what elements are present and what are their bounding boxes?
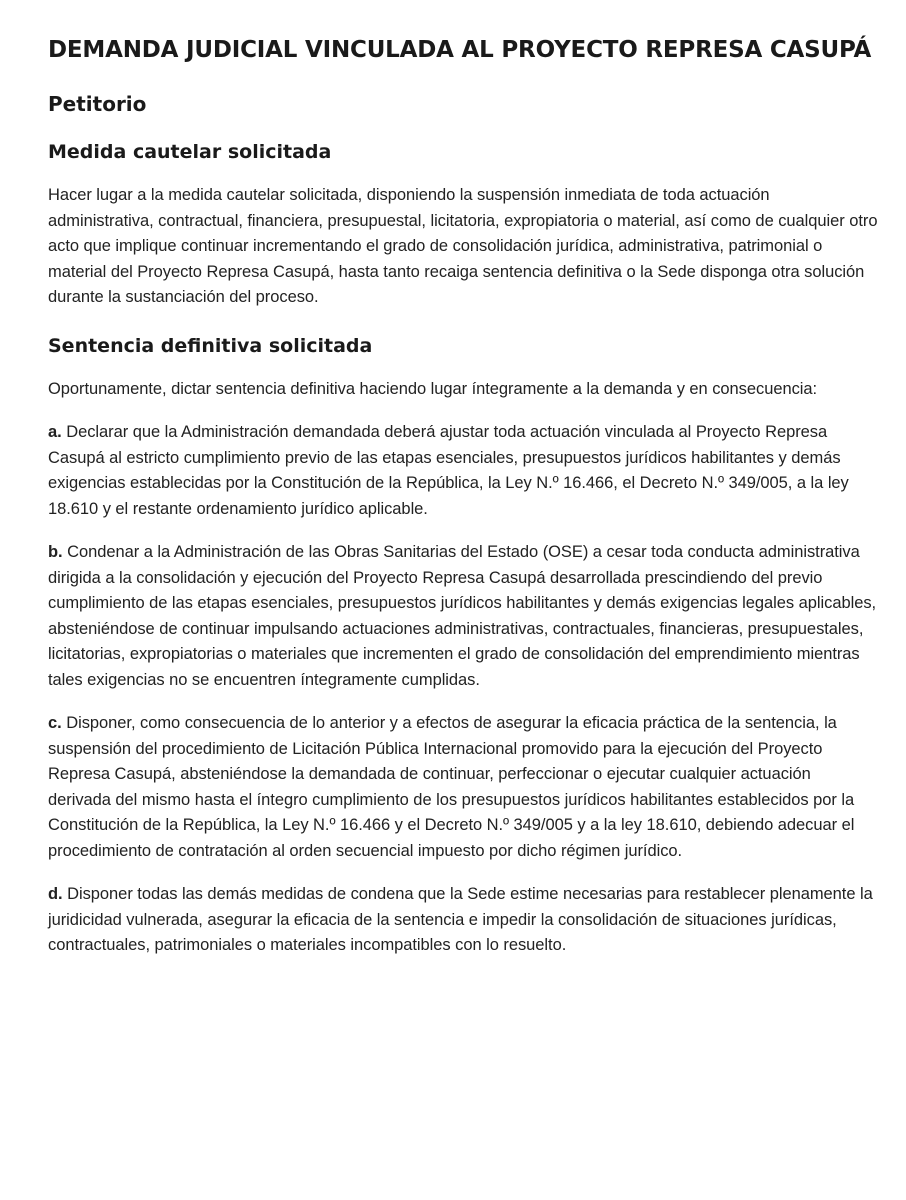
petition-item-c <box>48 711 878 864</box>
item-text-a: Declarar que la Administración demandada deberá ajustar toda actuación vinculada al Proyecto Represa Casupá al estricto cumplimiento previo de las etapas esenciales, presupuestos jurídicos habilitantes y demás exigencias establecidas por la Constitución de la República, la Ley N.º 16.466, el Decreto N.º 349/005, a la ley 18.610 y el restante ordenamiento jurídico aplicable. <box>48 423 849 518</box>
document-page <box>48 34 878 959</box>
medida-cautelar-paragraph: Hacer lugar a la medida cautelar solicitada, disponiendo la suspensión inmediata de toda actuación administrativa, contractual, financiera, presupuestal, licitatoria, expropiatoria o material, así como de cualquier otro acto que implique continuar incrementando el grado de consolidación jurídica, administrativa, patrimonial o material del Proyecto Represa Casupá, hasta tanto recaiga sentencia definitiva o la Sede disponga otra solución durante la sustanciación del proceso. <box>48 186 878 306</box>
petition-item-a <box>48 420 878 522</box>
item-text-c: Disponer, como consecuencia de lo anterior y a efectos de asegurar la eficacia práctica de la sentencia, la suspensión del procedimiento de Licitación Pública Internacional promovido para la ejecución del Proyecto Represa Casupá, absteniéndose la demandada de continuar, perfeccionar o ejecutar cualquier actuación derivada del mismo hasta el íntegro cumplimiento de los presupuestos jurídicos habilitantes establecidos por la Constitución de la República, la Ley N.º 16.466 y el Decreto N.º 349/005 y a la ley 18.610, debiendo adecuar el procedimiento de contratación al orden secuencial impuesto por dicho régimen jurídico. <box>48 714 855 860</box>
subheading-medida-cautelar: Medida cautelar solicitada <box>48 141 332 163</box>
petition-item-b <box>48 540 878 693</box>
item-text-b: Condenar a la Administración de las Obras Sanitarias del Estado (OSE) a cesar toda conducta administrativa dirigida a la consolidación y ejecución del Proyecto Represa Casupá desarrollada prescindiendo del previo cumplimiento de las etapas esenciales, presupuestos jurídicos habilitantes y demás exigencias legales aplicables, absteniéndose de continuar impulsando actuaciones administrativas, contractuales, financieras, presupuestales, licitatorias, expropiatorias o materiales que incrementen el grado de consolidación del emprendimiento mientras tales exigencias no se encuentren íntegramente cumplidas. <box>48 543 877 689</box>
petition-item-d <box>48 882 878 959</box>
section-heading-petitorio: Petitorio <box>48 92 147 116</box>
document-title: DEMANDA JUDICIAL VINCULADA AL PROYECTO REPRESA CASUPÁ <box>48 37 872 63</box>
item-letter-b: b. <box>48 543 63 561</box>
item-letter-c: c. <box>48 714 62 732</box>
sentencia-intro-paragraph: Oportunamente, dictar sentencia definitiva haciendo lugar íntegramente a la demanda y en consecuencia: <box>48 379 818 398</box>
item-text-d: Disponer todas las demás medidas de condena que la Sede estime necesarias para restablecer plenamente la juridicidad vulnerada, asegurar la eficacia de la sentencia e impedir la consolidación de situaciones jurídicas, contractuales, patrimoniales o materiales incompatibles con lo resuelto. <box>48 885 873 954</box>
item-letter-a: a. <box>48 423 62 441</box>
item-letter-d: d. <box>48 885 63 903</box>
subheading-sentencia-definitiva: Sentencia definitiva solicitada <box>48 334 373 357</box>
